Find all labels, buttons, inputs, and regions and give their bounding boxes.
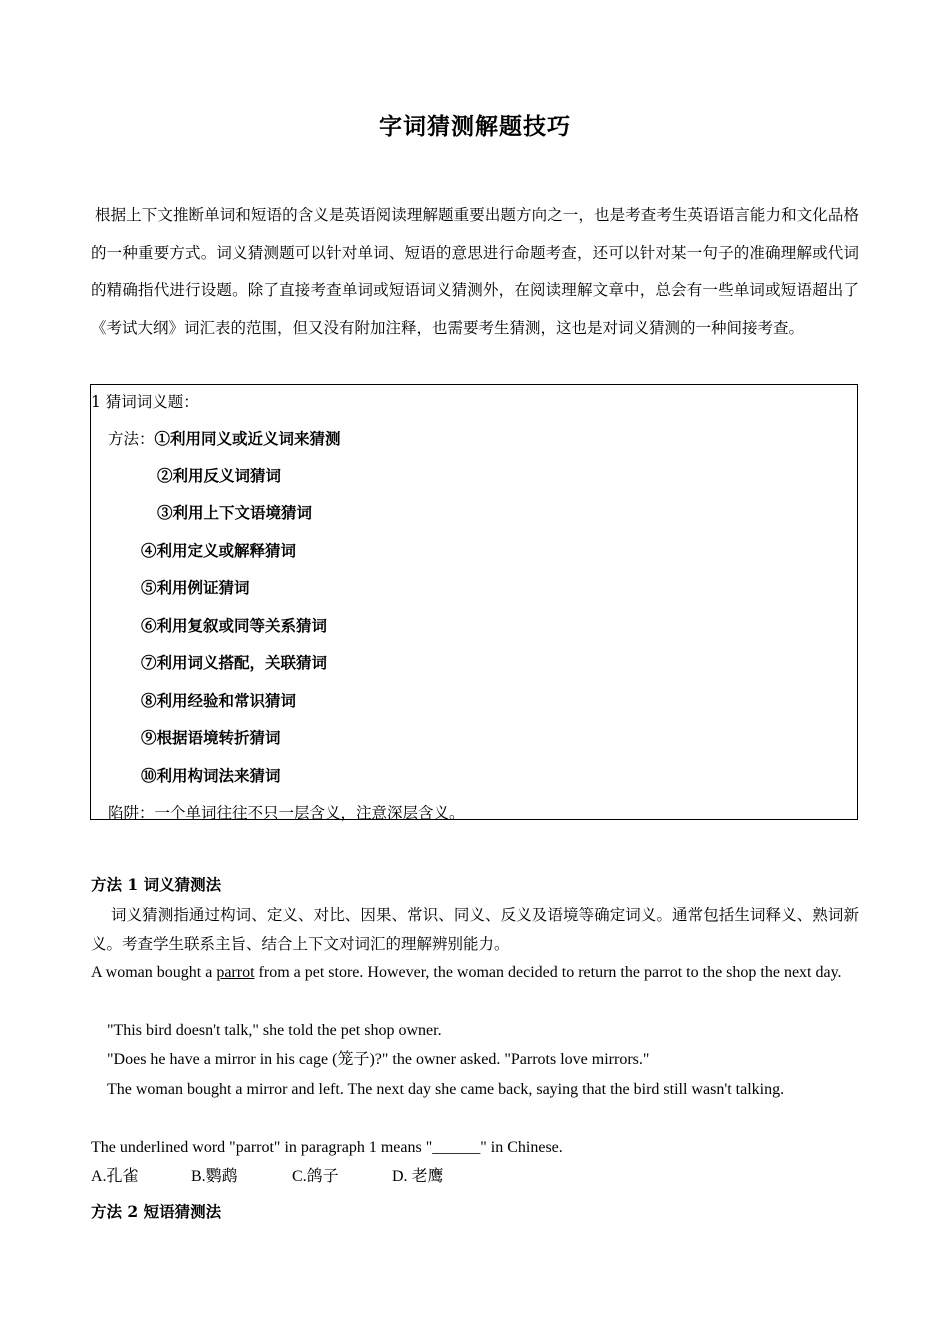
option-c: C.鸽子 bbox=[292, 1168, 339, 1185]
method-item: ⑤利用例证猜词 bbox=[141, 578, 250, 597]
option-a: A.孔雀 bbox=[91, 1168, 139, 1185]
method-item: ⑥利用复叙或同等关系猜词 bbox=[141, 616, 328, 635]
method-item: ②利用反义词猜词 bbox=[157, 466, 282, 485]
box-heading: 1 猜词词义题： bbox=[91, 393, 199, 411]
methods-row-1 bbox=[108, 427, 341, 449]
option-b: B.鹦鹉 bbox=[191, 1168, 238, 1185]
answer-options bbox=[91, 1162, 859, 1191]
trap-note: 陷阱：一个单词往往不只一层含义，注意深层含义。 bbox=[108, 804, 465, 822]
passage-paragraph-3: "Does he have a mirror in his cage (笼子)?" the owner asked. "Parrots love mirrors." bbox=[107, 1051, 650, 1068]
passage-paragraph-1: A woman bought a parrot from a pet store. However, the woman decided to return the parrot to the shop the next day. bbox=[91, 964, 842, 981]
method-item: ③利用上下文语境猜词 bbox=[157, 503, 313, 522]
option-d: D. 老鹰 bbox=[392, 1168, 444, 1185]
method-item: ⑦利用词义搭配，关联猜词 bbox=[141, 653, 328, 672]
method-item: ⑨根据语境转折猜词 bbox=[141, 728, 281, 747]
intro-paragraph: 根据上下文推断单词和短语的含义是英语阅读理解题重要出题方向之一，也是考查考生英语语言能力和文化品格的一种重要方式。词义猜测题可以针对单词、短语的意思进行命题考查，还可以针对某一句子的准确理解或代词的精确指代进行设题。除了直接考查单词或短语词义猜测外，在阅读理解文章中，总会有一些单词或短语超出了《考试大纲》词汇表的范围，但又没有附加注释，也需要考生猜测，这也是对词义猜测的一种间接考查。 bbox=[91, 206, 859, 337]
method1-description: 词义猜测指通过构词、定义、对比、因果、常识、同义、反义及语境等确定词义。通常包括生词释义、熟词新义。考查学生联系主旨、结合上下文对词汇的理解辨别能力。 bbox=[91, 906, 859, 953]
methods-label: 方法： bbox=[108, 430, 155, 448]
method-item: ④利用定义或解释猜词 bbox=[141, 541, 297, 560]
method-item: ⑩利用构词法来猜词 bbox=[141, 766, 281, 785]
method-summary-box bbox=[90, 384, 858, 820]
method-item: ⑧利用经验和常识猜词 bbox=[141, 691, 297, 710]
method-item: ①利用同义或近义词来猜测 bbox=[154, 429, 341, 448]
passage-paragraph-4: The woman bought a mirror and left. The next day she came back, saying that the bird still wasn't talking. bbox=[107, 1081, 785, 1098]
method1-heading: 方法 1 词义猜测法 bbox=[91, 875, 222, 894]
passage-paragraph-2: "This bird doesn't talk," she told the pet shop owner. bbox=[107, 1022, 442, 1039]
question-text: The underlined word "parrot" in paragraph 1 means "______" in Chinese. bbox=[91, 1139, 563, 1156]
method2-heading: 方法 2 短语猜测法 bbox=[91, 1202, 222, 1221]
page-title: 字词猜测解题技巧 bbox=[379, 113, 571, 140]
underlined-word: parrot bbox=[216, 964, 255, 981]
